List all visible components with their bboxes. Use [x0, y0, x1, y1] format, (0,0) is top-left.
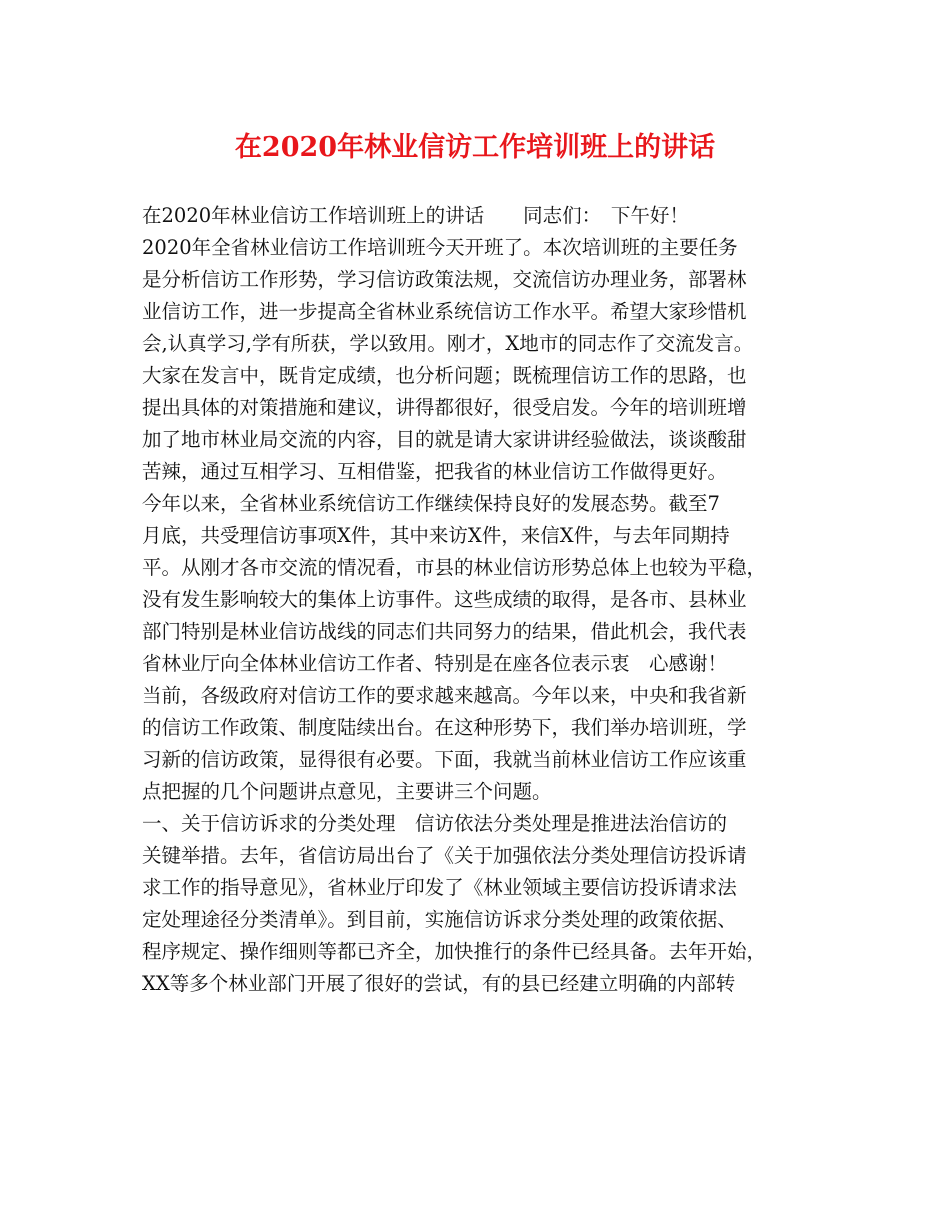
document-title: 在2020年林业信访工作培训班上的讲话 — [234, 132, 716, 163]
body-line: 月底，共受理信访事项X件，其中来访X件，来信X件，与去年同期持 — [142, 524, 730, 547]
body-line: 部门特别是林业信访战线的同志们共同努力的结果，借此机会，我代表 — [142, 620, 747, 643]
body-line: 没有发生影响较大的集体上访事件。这些成绩的取得，是各市、县林业 — [142, 588, 747, 611]
body-line: 省林业厅向全体林业信访工作者、特别是在座各位表示衷 心感谢！ — [142, 652, 728, 675]
body-line: 求工作的指导意见》，省林业厅印发了《林业领域主要信访投诉请求法 — [142, 876, 737, 899]
body-line: 习新的信访政策，显得很有必要。下面，我就当前林业信访工作应该重 — [142, 748, 747, 771]
body-line: XX等多个林业部门开展了很好的尝试，有的县已经建立明确的内部转 — [142, 972, 736, 995]
body-line: 提出具体的对策措施和建议，讲得都很好，很受启发。今年的培训班增 — [142, 396, 747, 419]
body-line: 苦辣，通过互相学习、互相借鉴，把我省的林业信访工作做得更好。 — [142, 460, 728, 483]
document-body — [142, 200, 832, 1000]
body-line: 2020年全省林业信访工作培训班今天开班了。本次培训班的主要任务 — [142, 236, 738, 259]
body-line: 一、关于信访诉求的分类处理 信访依法分类处理是推进法治信访的 — [142, 812, 728, 835]
body-line: 平。从刚才各市交流的情况看，市县的林业信访形势总体上也较为平稳， — [142, 556, 767, 579]
body-line: 是分析信访工作形势，学习信访政策法规，交流信访办理业务，部署林 — [142, 268, 747, 291]
body-line: 大家在发言中，既肯定成绩，也分析问题；既梳理信访工作的思路，也 — [142, 364, 747, 387]
body-line: 今年以来，全省林业系统信访工作继续保持良好的发展态势。截至7 — [142, 492, 720, 515]
body-line: 定处理途径分类清单》。到目前，实施信访诉求分类处理的政策依据、 — [142, 908, 737, 931]
body-line: 点把握的几个问题讲点意见，主要讲三个问题。 — [142, 780, 552, 803]
body-line: 在2020年林业信访工作培训班上的讲话 同志们： 下午好！ — [142, 204, 689, 227]
body-line: 程序规定、操作细则等都已齐全，加快推行的条件已经具备。去年开始， — [142, 940, 767, 963]
body-line: 当前，各级政府对信访工作的要求越来越高。今年以来，中央和我省新 — [142, 684, 747, 707]
body-line: 会,认真学习,学有所获，学以致用。刚才，X地市的同志作了交流发言。 — [142, 332, 754, 355]
body-line: 关键举措。去年，省信访局出台了《关于加强依法分类处理信访投诉请 — [142, 844, 747, 867]
body-line: 业信访工作，进一步提高全省林业系统信访工作水平。希望大家珍惜机 — [142, 300, 747, 323]
body-line: 的信访工作政策、制度陆续出台。在这种形势下，我们举办培训班，学 — [142, 716, 747, 739]
body-line: 加了地市林业局交流的内容，目的就是请大家讲讲经验做法，谈谈酸甜 — [142, 428, 747, 451]
